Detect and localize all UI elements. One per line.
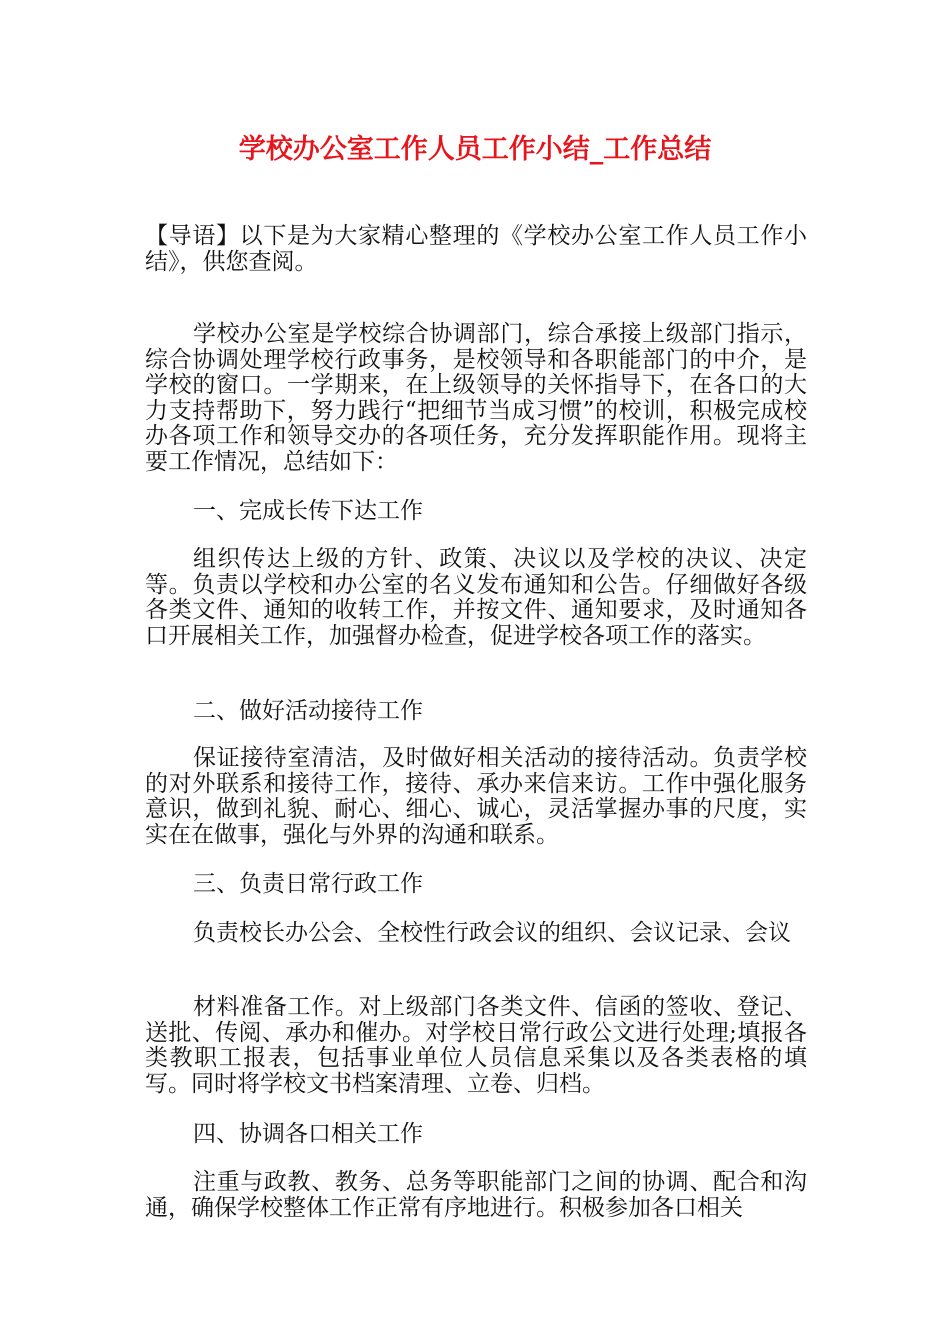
section-heading-3: 三、负责日常行政工作 — [193, 871, 423, 897]
paragraph-section-3a: 负责校长办公会、全校性行政会议的组织、会议记录、会议 — [193, 920, 791, 946]
document-title: 学校办公室工作人员工作小结_工作总结 — [238, 134, 712, 165]
intro-paragraph: 【导语】以下是为大家精心整理的《学校办公室工作人员工作小结》，供您查阅。 — [145, 223, 807, 275]
paragraph-section-4: 注重与政教、教务、总务等职能部门之间的协调、配合和沟通，确保学校整体工作正常有序地进行。积极参加各口相关 — [145, 1169, 807, 1221]
paragraph-section-3b: 材料准备工作。对上级部门各类文件、信函的签收、登记、送批、传阅、承办和催办。对学校日常行政公文进行处理;填报各类教职工报表，包括事业单位人员信息采集以及各类表格的填写。同时将学校文书档案清理、立卷、归档。 — [145, 994, 807, 1097]
section-heading-2: 二、做好活动接待工作 — [193, 698, 423, 724]
paragraph-section-1: 组织传达上级的方针、政策、决议以及学校的决议、决定等。负责以学校和办公室的名义发布通知和公告。仔细做好各级各类文件、通知的收转工作，并按文件、通知要求，及时通知各口开展相关工作，加强督办检查，促进学校各项工作的落实。 — [145, 546, 807, 649]
section-heading-1: 一、完成长传下达工作 — [193, 498, 423, 524]
paragraph-overview: 学校办公室是学校综合协调部门，综合承接上级部门指示，综合协调处理学校行政事务，是校领导和各职能部门的中介，是学校的窗口。一学期来，在上级领导的关怀指导下，在各口的大力支持帮助下，努力践行“把细节当成习惯”的校训，积极完成校办各项工作和领导交办的各项任务，充分发挥职能作用。现将主要工作情况，总结如下： — [145, 321, 807, 475]
paragraph-section-2: 保证接待室清洁，及时做好相关活动的接待活动。负责学校的对外联系和接待工作，接待、承办来信来访。工作中强化服务意识，做到礼貌、耐心、细心、诚心，灵活掌握办事的尺度，实实在在做事，强化与外界的沟通和联系。 — [145, 745, 807, 848]
section-heading-4: 四、协调各口相关工作 — [193, 1121, 423, 1147]
